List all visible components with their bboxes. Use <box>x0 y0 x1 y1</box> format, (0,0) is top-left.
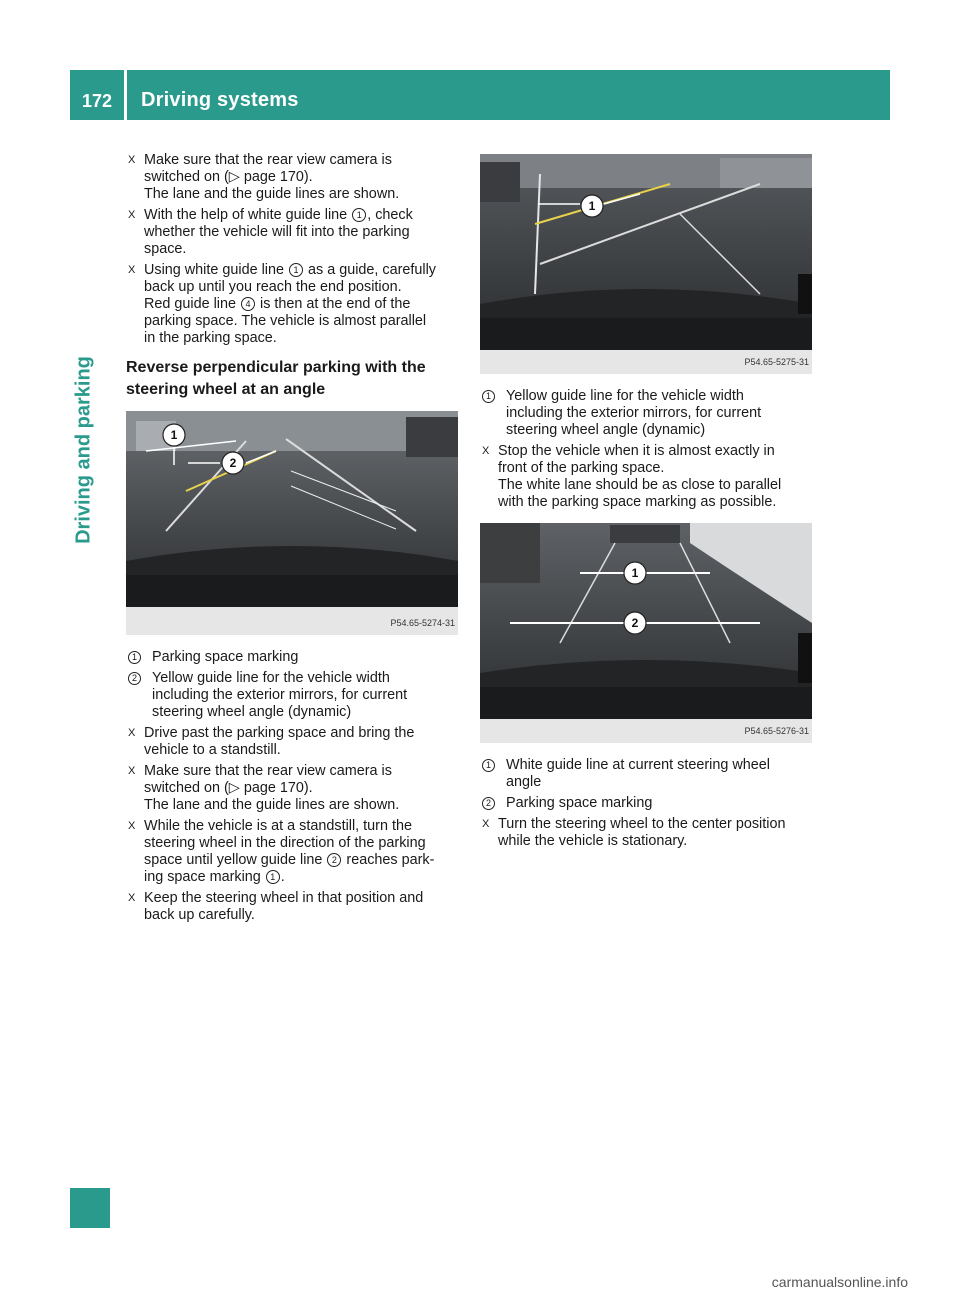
step-text: switched on (▷ page 170). <box>144 780 313 796</box>
rear-camera-image <box>480 154 812 374</box>
heading-line: steering wheel at an angle <box>126 381 326 398</box>
instruction-step <box>126 763 462 814</box>
instruction-step <box>126 725 462 759</box>
step-text: in the parking space. <box>144 330 277 346</box>
legend-text: White guide line at current steering wheel <box>506 757 770 773</box>
left-column <box>126 152 462 928</box>
step-arrow-icon: X <box>128 264 136 276</box>
instruction-step <box>126 890 462 924</box>
legend-item <box>126 649 462 666</box>
step-text: parking space. The vehicle is almost parallel <box>144 313 427 329</box>
legend-text: Yellow guide line for the vehicle width <box>152 670 390 686</box>
legend-number: 1 <box>482 390 495 403</box>
callout-1: 1 <box>631 566 639 580</box>
instruction-step <box>126 152 462 203</box>
callout-2: 2 <box>631 616 639 630</box>
step-text: Turn the steering wheel to the center position <box>498 816 786 832</box>
step-arrow-icon: X <box>128 154 136 166</box>
instruction-step <box>480 443 814 511</box>
camera-view-illustration <box>480 154 812 374</box>
heading-line: Reverse perpendicular parking with the <box>126 359 426 376</box>
legend-text: steering wheel angle (dynamic) <box>152 704 352 720</box>
rear-camera-image <box>480 523 812 743</box>
step-text: switched on (▷ page 170). <box>144 169 313 185</box>
instruction-step <box>126 262 462 347</box>
step-text: with the parking space marking as possible. <box>498 494 777 510</box>
step-text: whether the vehicle will fit into the parking <box>144 224 410 240</box>
step-text: steering wheel in the direction of the parking <box>144 835 426 851</box>
legend-number: 1 <box>128 651 141 664</box>
legend-item <box>126 670 462 721</box>
legend-text: angle <box>506 774 542 790</box>
step-text: ing space marking 1 . <box>144 869 285 885</box>
legend-text: including the exterior mirrors, for current <box>506 405 762 421</box>
legend-number: 2 <box>482 797 495 810</box>
step-text: Drive past the parking space and bring the <box>144 725 415 741</box>
step-text: space until yellow guide line 2 reaches park- <box>144 852 435 868</box>
legend-number: 2 <box>128 672 141 685</box>
step-arrow-icon: X <box>128 820 136 832</box>
camera-view-illustration <box>126 411 458 635</box>
legend-item <box>480 388 814 439</box>
instruction-step <box>126 818 462 886</box>
legend-text: steering wheel angle (dynamic) <box>506 422 706 438</box>
step-text: With the help of white guide line 1 , check <box>144 207 413 223</box>
chapter-side-marker <box>70 1188 110 1228</box>
rear-camera-image <box>126 411 458 635</box>
step-arrow-icon: X <box>482 445 490 457</box>
subsection-heading <box>126 357 462 401</box>
step-text: Red guide line 4 is then at the end of the <box>144 296 411 312</box>
section-title: Driving systems <box>141 89 299 111</box>
step-text: The lane and the guide lines are shown. <box>144 797 400 813</box>
step-text: The lane and the guide lines are shown. <box>144 186 400 202</box>
step-text: Make sure that the rear view camera is <box>144 763 392 779</box>
step-text: while the vehicle is stationary. <box>498 833 688 849</box>
callout-number: 1 <box>352 208 366 222</box>
step-text: front of the parking space. <box>498 460 665 476</box>
legend-text: Parking space marking <box>152 649 299 665</box>
callout-1: 1 <box>170 428 178 442</box>
step-text: vehicle to a standstill. <box>144 742 281 758</box>
step-arrow-icon: X <box>128 209 136 221</box>
instruction-step <box>126 207 462 258</box>
legend-item <box>480 757 814 791</box>
callout-1: 1 <box>588 199 596 213</box>
legend-text: Parking space marking <box>506 795 653 811</box>
page-number: 172 <box>81 91 113 111</box>
legend-text: Yellow guide line for the vehicle width <box>506 388 744 404</box>
legend-item <box>480 795 814 812</box>
callout-number: 4 <box>241 297 255 311</box>
legend-text: including the exterior mirrors, for current <box>152 687 408 703</box>
step-text: back up until you reach the end position. <box>144 279 402 295</box>
step-arrow-icon: X <box>482 818 490 830</box>
header-divider <box>124 70 127 120</box>
right-column <box>480 152 814 854</box>
legend-number: 1 <box>482 759 495 772</box>
step-arrow-icon: X <box>128 765 136 777</box>
figure-code: P54.65-5276-31 <box>744 726 809 736</box>
step-text: Stop the vehicle when it is almost exactly in <box>498 443 775 459</box>
callout-number: 2 <box>327 853 341 867</box>
callout-number: 1 <box>289 263 303 277</box>
step-text: space. <box>144 241 187 257</box>
step-text: Make sure that the rear view camera is <box>144 152 392 168</box>
step-arrow-icon: X <box>128 727 136 739</box>
chapter-side-title: Driving and parking <box>72 356 95 544</box>
step-text: back up carefully. <box>144 907 255 923</box>
step-text: Using white guide line 1 as a guide, carefully <box>144 262 436 278</box>
instruction-step <box>480 816 814 850</box>
figure-code: P54.65-5275-31 <box>744 357 809 367</box>
step-arrow-icon: X <box>128 892 136 904</box>
step-text: The white lane should be as close to parallel <box>498 477 782 493</box>
watermark: carmanualsonline.info <box>771 1274 908 1290</box>
figure-code: P54.65-5274-31 <box>390 618 455 628</box>
callout-2: 2 <box>229 456 237 470</box>
callout-number: 1 <box>266 870 280 884</box>
step-text: Keep the steering wheel in that position and <box>144 890 424 906</box>
step-text: While the vehicle is at a standstill, turn the <box>144 818 412 834</box>
camera-view-illustration <box>480 523 812 743</box>
